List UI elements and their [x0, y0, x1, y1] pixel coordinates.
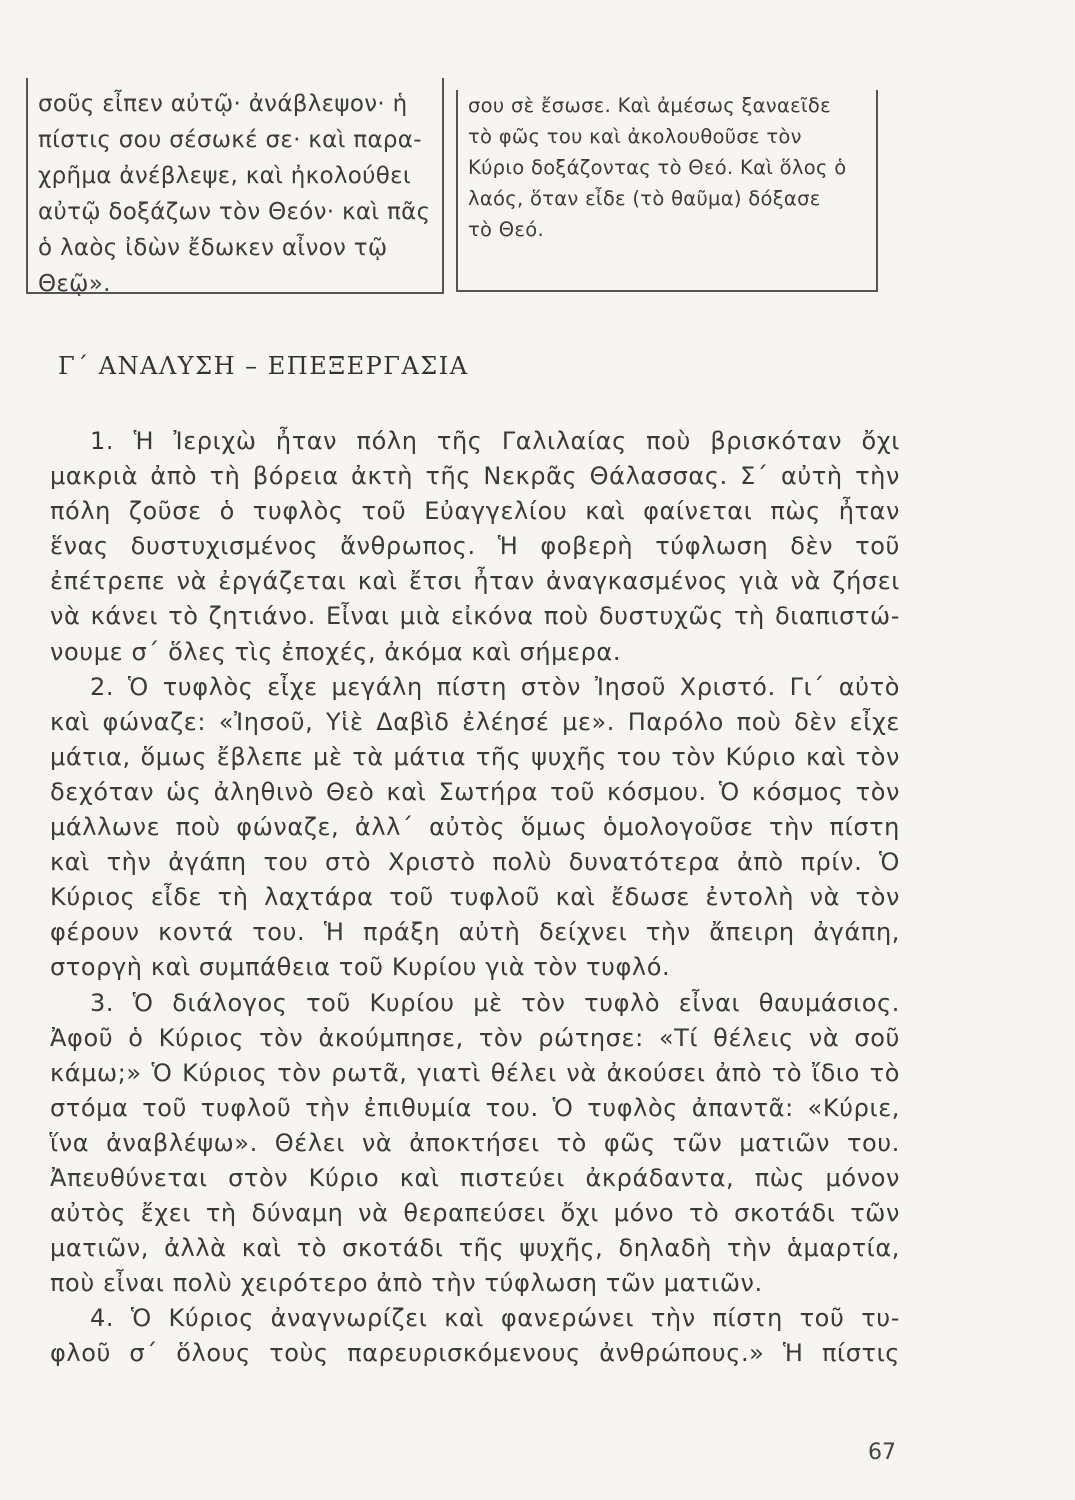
body-line: μακριὰ ἀπὸ τὴ βόρεια ἀκτὴ τῆς Νεκρᾶς Θάλασσας. Σ΄ αὐτὴ τὴν: [50, 462, 900, 491]
box-right-line: τὸ φῶς του καὶ ἀκολουθοῦσε τὸν: [468, 125, 802, 148]
section-heading: Γ΄ ΑΝΑΛΥΣΗ – ΕΠΕΞΕΡΓΑΣΙΑ: [58, 352, 469, 380]
body-line: μάλλωνε ποὺ φώναζε, ἀλλ΄ αὐτὸς ὅμως ὁμολογοῦσε τὴν πίστη: [50, 813, 900, 842]
box-right-line: λαός, ὅταν εἶδε (τὸ θαῦμα) δόξασε: [468, 187, 821, 210]
body-line: 1. Ἡ Ἰεριχὼ ἦταν πόλη τῆς Γαλιλαίας ποὺ βρισκόταν ὄχι: [90, 427, 900, 455]
body-line: Ἀπευθύνεται στὸν Κύριο καὶ πιστεύει ἀκράδαντα, πὼς μόνον: [50, 1163, 900, 1192]
body-line: 2. Ὁ τυφλὸς εἶχε μεγάλη πίστη στὸν Ἰησοῦ Χριστό. Γι΄ αὐτὸ: [90, 672, 900, 701]
body-line: ἕνας δυστυχισμένος ἄνθρωπος. Ἡ φοβερὴ τύφλωση δὲν τοῦ: [50, 532, 900, 561]
body-line: 3. Ὁ διάλογος τοῦ Κυρίου μὲ τὸν τυφλὸ εἶναι θαυμάσιος.: [90, 988, 900, 1017]
scripture-box-original: [26, 78, 444, 297]
body-line: φέρουν κοντά του. Ἡ πράξη αὐτὴ δείχνει τὴν ἄπειρη ἀγάπη,: [50, 918, 900, 947]
box-left-line: πίστις σου σέσωκέ σε· καὶ παρα-: [38, 127, 422, 153]
body-line: φλοῦ σ΄ ὅλους τοὺς παρευρισκόμενους ἀνθρώπους.» Ἡ πίστις: [50, 1339, 900, 1368]
body-line: 4. Ὁ Κύριος ἀναγνωρίζει καὶ φανερώνει τὴν πίστη τοῦ τυ-: [90, 1304, 900, 1333]
body-line: αὐτὸς ἔχει τὴ δύναμη νὰ θεραπεύσει ὄχι μόνο τὸ σκοτάδι τῶν: [50, 1199, 900, 1228]
body-line: πόλη ζοῦσε ὁ τυφλὸς τοῦ Εὐαγγελίου καὶ φαίνεται πὼς ἦταν: [50, 497, 900, 526]
body-line: ματιῶν, ἀλλὰ καὶ τὸ σκοτάδι τῆς ψυχῆς, δηλαδὴ τὴν ἁμαρτία,: [50, 1234, 900, 1263]
box-left-line: ὁ λαὸς ἰδὼν ἔδωκεν αἶνον τῷ: [38, 235, 388, 261]
body-text: [50, 424, 900, 1372]
box-left-line: χρῆμα ἀνέβλεψε, καὶ ἠκολούθει: [38, 163, 411, 189]
body-line: μάτια, ὅμως ἔβλεπε μὲ τὰ μάτια τῆς ψυχῆς του τὸν Κύριο καὶ τὸν: [50, 742, 900, 771]
body-line: καὶ φώναζε: «Ἰησοῦ, Υἱὲ Δαβὶδ ἐλέησέ με». Παρόλο ποὺ δὲν εἶχε: [50, 707, 900, 736]
body-line: ποὺ εἶναι πολὺ χειρότερο ἀπὸ τὴν τύφλωση τῶν ματιῶν.: [50, 1269, 763, 1298]
scripture-box-translation: [456, 90, 878, 292]
box-right-line: Κύριο δοξάζοντας τὸ Θεό. Καὶ ὅλος ὁ: [468, 156, 847, 179]
body-line: καὶ τὴν ἀγάπη του στὸ Χριστὸ πολὺ δυνατότερα ἀπὸ πρίν. Ὁ: [50, 848, 900, 877]
page-number: 67: [868, 1440, 896, 1465]
body-line: νουμε σ΄ ὅλες τὶς ἐποχές, ἀκόμα καὶ σήμερα.: [50, 637, 622, 666]
body-line: δεχόταν ὡς ἀληθινὸ Θεὸ καὶ Σωτήρα τοῦ κόσμου. Ὁ κόσμος τὸν: [50, 777, 900, 806]
body-line: νὰ κάνει τὸ ζητιάνο. Εἶναι μιὰ εἰκόνα ποὺ δυστυχῶς τὴ διαπιστώ-: [50, 602, 900, 631]
body-line: κάμω;» Ὁ Κύριος τὸν ρωτᾶ, γιατὶ θέλει νὰ ἀκούσει ἀπὸ τὸ ἴδιο τὸ: [50, 1058, 900, 1087]
box-left-line: αὐτῷ δοξάζων τὸν Θεόν· καὶ πᾶς: [38, 199, 431, 225]
body-line: ἐπέτρεπε νὰ ἐργάζεται καὶ ἔτσι ἦταν ἀναγκασμένος γιὰ νὰ ζήσει: [50, 567, 900, 596]
body-line: στοργὴ καὶ συμπάθεια τοῦ Κυρίου γιὰ τὸν τυφλό.: [50, 953, 671, 982]
body-line: Ἀφοῦ ὁ Κύριος τὸν ἀκούμπησε, τὸν ρώτησε: «Τί θέλεις νὰ σοῦ: [50, 1023, 900, 1052]
box-right-line: σου σὲ ἔσωσε. Καὶ ἀμέσως ξαναεῖδε: [468, 94, 831, 117]
body-line: Κύριος εἶδε τὴ λαχτάρα τοῦ τυφλοῦ καὶ ἔδωσε ἐντολὴ νὰ τὸν: [50, 883, 900, 912]
box-left-line: Θεῷ».: [38, 271, 111, 297]
body-line: στόμα τοῦ τυφλοῦ τὴν ἐπιθυμία του. Ὁ τυφλὸς ἀπαντᾶ: «Κύριε,: [50, 1093, 900, 1122]
box-left-line: σοῦς εἶπεν αὐτῷ· ἀνάβλεψον· ἡ: [38, 91, 408, 117]
box-right-line: τὸ Θεό.: [468, 218, 544, 241]
body-line: ἵνα ἀναβλέψω». Θέλει νὰ ἀποκτήσει τὸ φῶς τῶν ματιῶν του.: [50, 1128, 900, 1157]
